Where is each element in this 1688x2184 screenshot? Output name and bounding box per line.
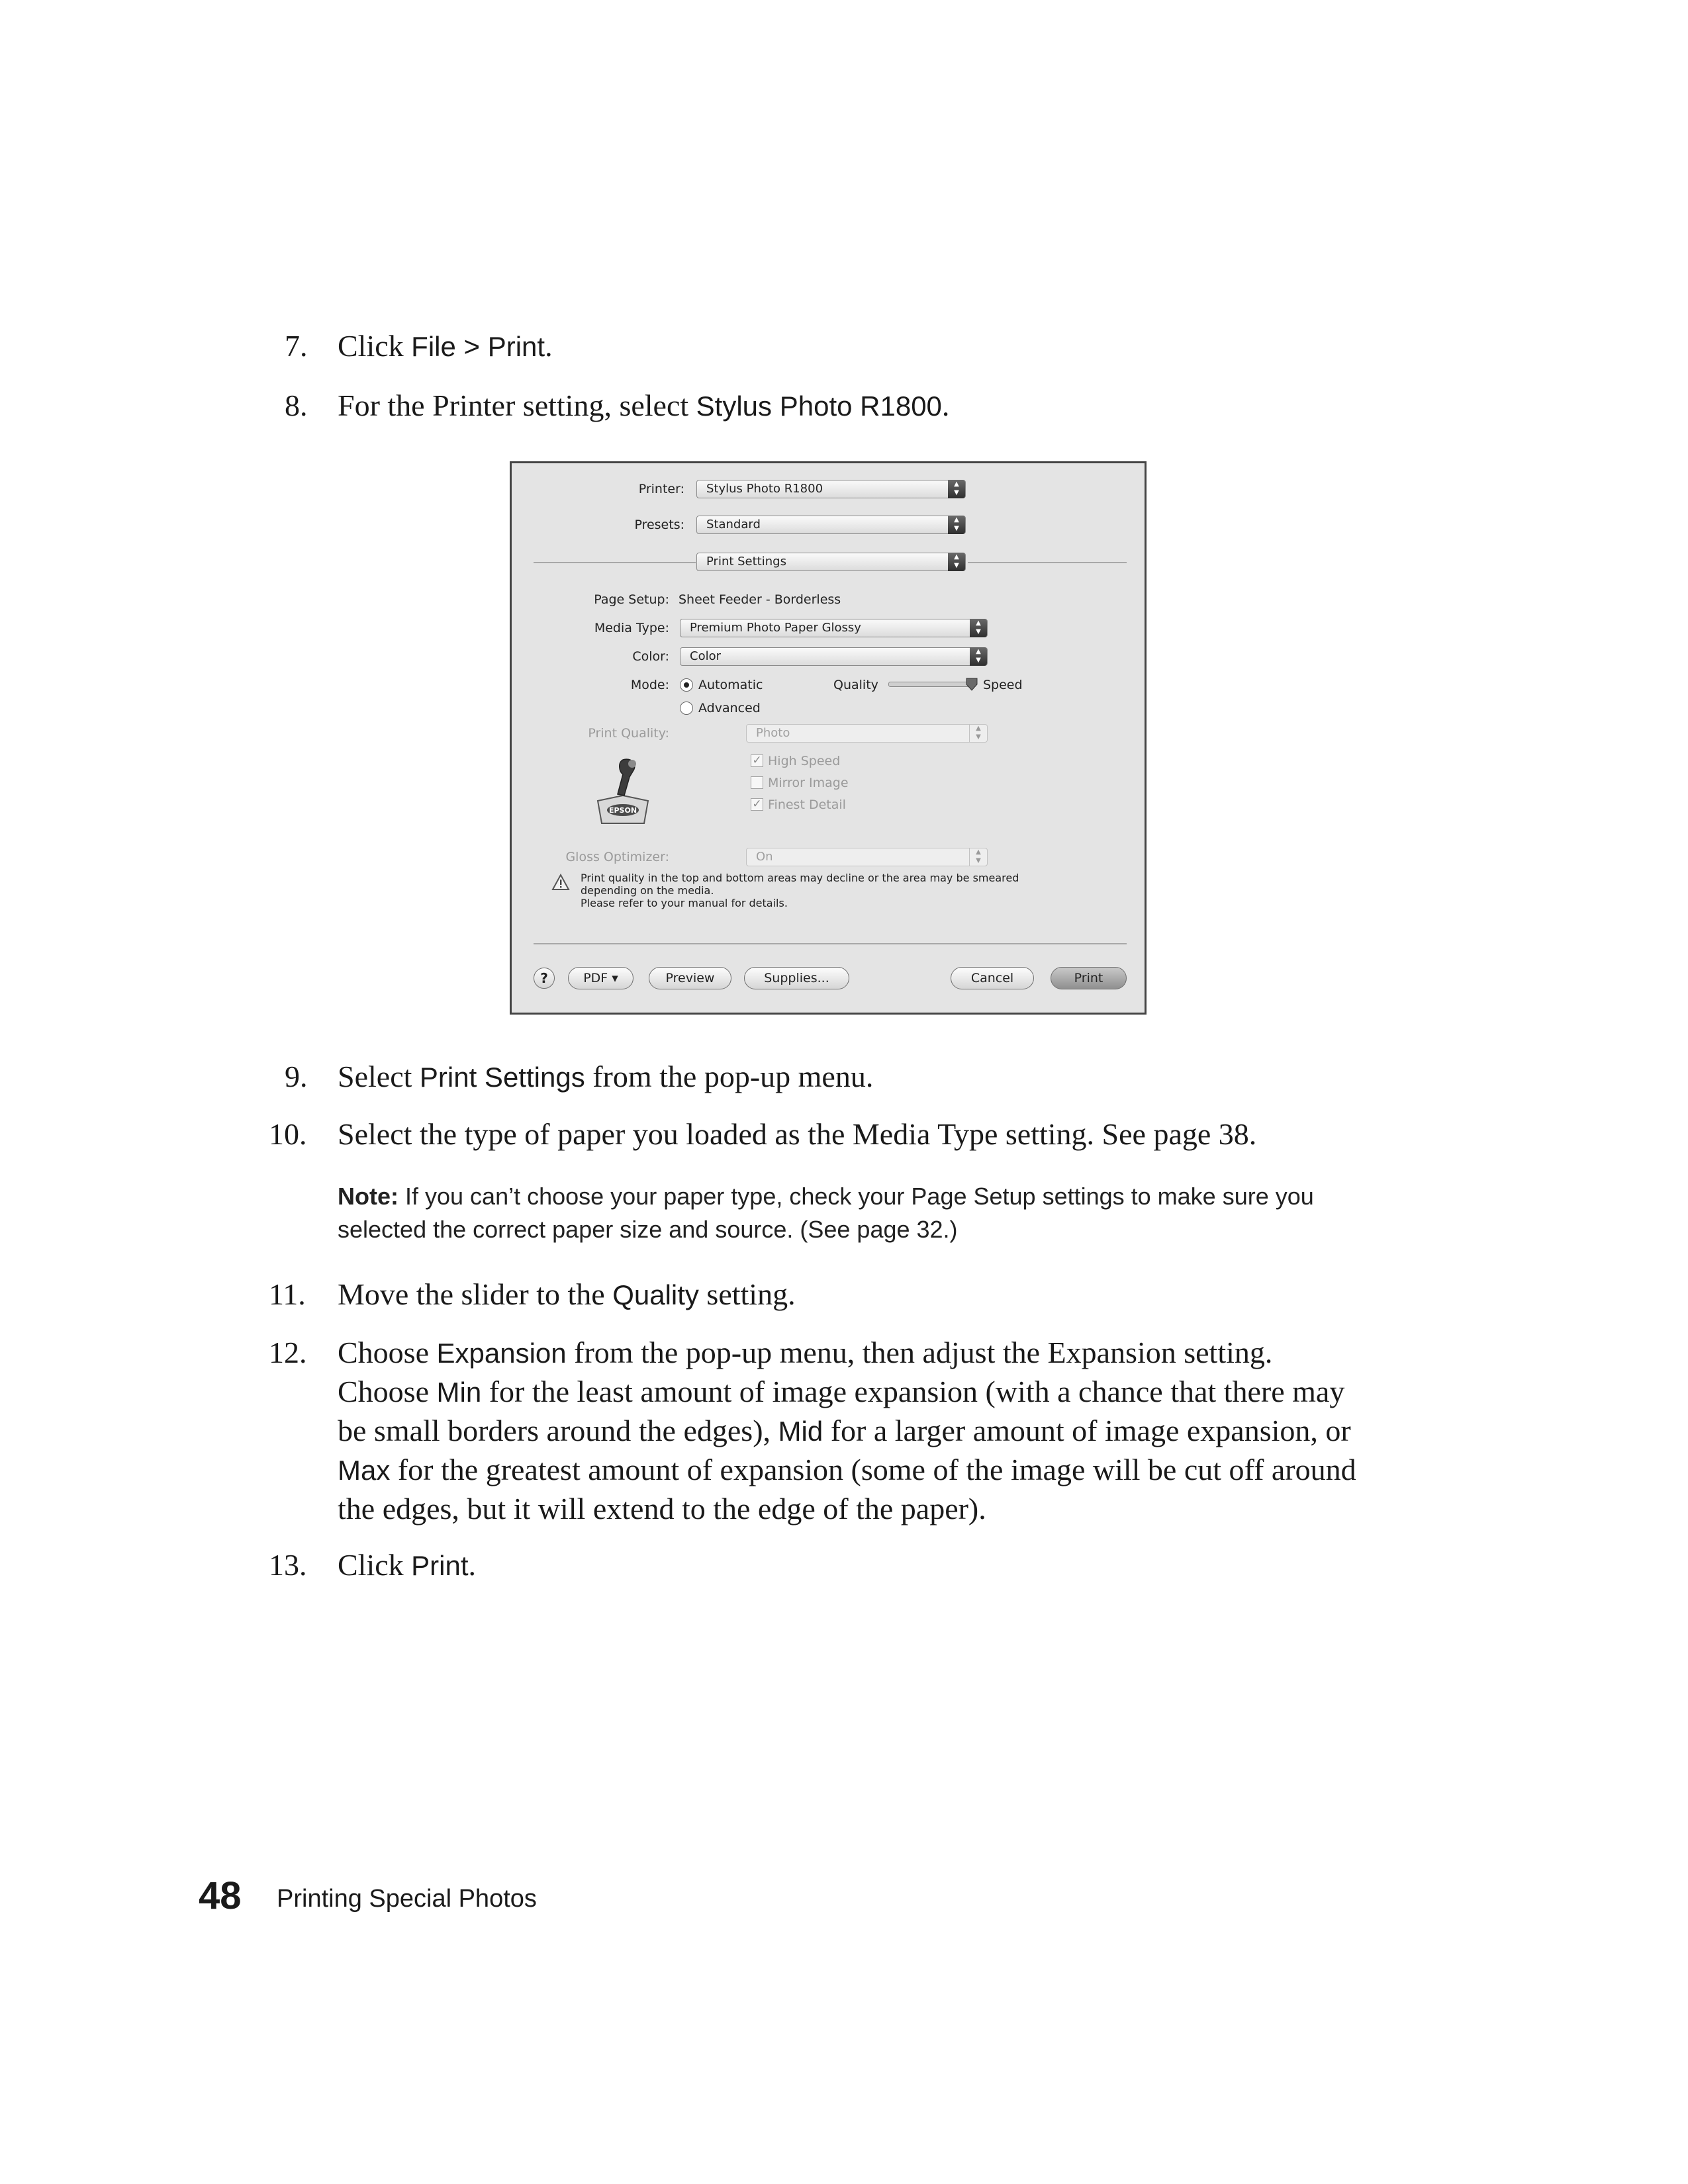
step-text: for the least amount of image expansion (with a chance that there may be small borders around the edges), [338,1375,1345,1447]
finest-detail-checkbox[interactable]: ✓ [751,798,763,811]
warning-line-2: depending on the media. [581,884,714,897]
step-text: Click [338,1548,412,1582]
ui-term: Min [436,1377,482,1408]
media-type-value: Premium Photo Paper Glossy [690,621,861,635]
preview-button[interactable]: Preview [649,967,731,989]
color-popup[interactable] [680,647,988,666]
ui-term: Print [411,1550,469,1581]
color-label: Color: [632,649,669,664]
ui-term: Quality [612,1279,699,1310]
presets-label: Presets: [634,518,684,532]
ui-term: Mid [778,1416,823,1447]
step-number: 7. [285,329,308,363]
popup-arrows-icon: ▲ ▼ [948,516,965,534]
step-number: 12. [269,1336,307,1369]
print-button[interactable]: Print [1051,967,1127,989]
warning-icon [551,874,570,891]
step-text: Move the slider to the [338,1277,613,1311]
step-number: 8. [285,388,308,422]
color-value: Color [690,649,721,663]
gloss-optimizer-label: Gloss Optimizer: [565,850,669,864]
page-setup-label: Page Setup: [594,592,669,607]
epson-logo-text: EPSON [608,806,637,815]
step-text: from the pop-up menu. [585,1060,874,1093]
note [338,1180,1357,1246]
ui-term: Print Settings [419,1062,585,1093]
mode-advanced-label: Advanced [698,701,761,715]
popup-arrows-icon: ▲ ▼ [948,553,965,571]
supplies-button[interactable]: Supplies... [744,967,849,989]
media-type-label: Media Type: [594,621,669,635]
step-text: setting. [698,1277,796,1311]
ui-term: Expansion [436,1338,567,1369]
ui-term: File > Print [411,331,545,362]
bottom-separator [534,943,1127,944]
step-number: 10. [269,1117,307,1151]
presets-value: Standard [706,518,761,531]
media-type-popup[interactable] [680,619,988,637]
print-quality-popup[interactable] [746,724,988,743]
quality-speed-slider[interactable] [888,682,976,687]
step-number: 9. [285,1060,308,1093]
step-text: . [468,1548,477,1582]
step-text: For the Printer setting, select [338,388,696,422]
gloss-optimizer-popup[interactable] [746,848,988,866]
cancel-button[interactable]: Cancel [951,967,1034,989]
popup-arrows-icon: ▲ ▼ [970,619,987,637]
footer-title: Printing Special Photos [277,1885,537,1913]
printer-value: Stylus Photo R1800 [706,482,823,496]
separator-right [968,562,1127,563]
mode-automatic-radio[interactable] [680,678,693,692]
high-speed-label: High Speed [768,754,841,768]
step-text: Select the type of paper you loaded as the Media Type setting. See page 38. [338,1117,1257,1151]
mode-advanced-radio[interactable] [680,702,693,715]
popup-arrows-icon: ▲ ▼ [948,480,965,498]
separator-left [534,562,696,563]
slider-knob-icon[interactable] [966,678,978,691]
print-dialog-screenshot [510,461,1147,1015]
popup-arrows-icon: ▲ ▼ [969,848,987,866]
popup-arrows-icon: ▲ ▼ [969,724,987,743]
finest-detail-label: Finest Detail [768,797,846,812]
pdf-button[interactable]: PDF ▾ [568,967,633,989]
warning-line-3: Please refer to your manual for details. [581,897,788,909]
mirror-image-label: Mirror Image [768,776,849,790]
mirror-image-checkbox[interactable] [751,776,763,789]
step-text: Select [338,1060,420,1093]
mode-automatic-label: Automatic [698,678,763,692]
panel-value: Print Settings [706,555,786,569]
print-quality-label: Print Quality: [588,726,669,741]
high-speed-checkbox[interactable]: ✓ [751,754,763,767]
print-quality-value: Photo [756,726,790,740]
gloss-optimizer-value: On [756,850,773,864]
step-text: Choose [338,1336,437,1369]
step-number: 11. [269,1277,306,1311]
note-label: Note: [338,1183,399,1210]
printer-label: Printer: [638,482,684,496]
page-setup-value: Sheet Feeder - Borderless [679,592,841,607]
ui-term: Max [338,1455,391,1486]
help-button[interactable]: ? [534,968,555,989]
slider-quality-label: Quality [833,678,878,692]
page-number: 48 [199,1874,242,1917]
slider-speed-label: Speed [983,678,1023,692]
step-text: for a larger amount of image expansion, or [823,1414,1351,1447]
step-text: . [941,388,950,422]
step-text: . [545,329,553,363]
warning-line-1: Print quality in the top and bottom areas may decline or the area may be smeared [581,872,1019,884]
step-number: 13. [269,1548,307,1582]
panel-popup[interactable] [696,553,966,571]
note-text: If you can’t choose your paper type, check your Page Setup settings to make sure you selected the correct paper size and source. (See page 32.) [338,1183,1314,1243]
epson-printer-icon [591,754,655,827]
step-text: Click [338,329,412,363]
step-text: from the pop-up menu, then adjust the Expansion setting. Choose [338,1336,1273,1408]
printer-popup[interactable] [696,480,966,498]
step-text: for the greatest amount of expansion (some of the image will be cut off around the edges, but it will extend to the edge of the paper). [338,1453,1356,1525]
mode-label: Mode: [630,678,669,692]
ui-term: Stylus Photo R1800 [696,390,942,422]
popup-arrows-icon: ▲ ▼ [970,647,987,666]
presets-popup[interactable] [696,516,966,534]
